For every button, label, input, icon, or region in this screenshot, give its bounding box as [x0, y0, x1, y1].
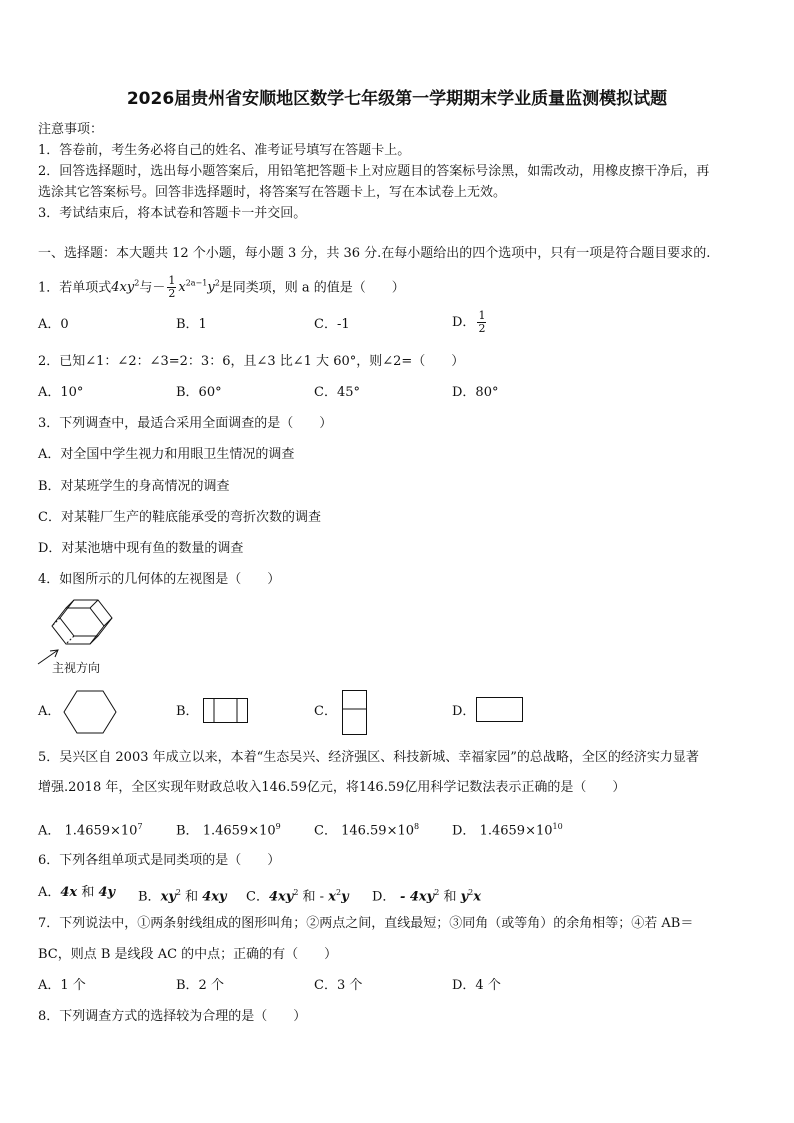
q1-option-a: A．0	[38, 317, 69, 332]
q1-prefix: 1．若单项式	[38, 280, 112, 296]
q6-option-b: B．$xy^2$ 和 4xy	[138, 888, 227, 905]
q4-option-b: B．	[176, 704, 199, 719]
q1-option-c: C．-1	[314, 317, 350, 332]
q5-option-a: A． $1.4659\times 10^7$	[38, 822, 143, 839]
q4-option-d: D．	[452, 704, 476, 719]
question-6: 6．下列各组单项式是同类项的是（ ）	[38, 853, 281, 868]
question-8: 8．下列调查方式的选择较为合理的是（ ）	[38, 1009, 307, 1024]
hexagonal-prism-figure	[36, 596, 126, 666]
q4-option-a: A．	[38, 704, 61, 719]
notice-item: 2．回答选择题时，选出每小题答案后，用铅笔把答题卡上对应题目的答案标号涂黑，如需改动，用橡皮擦干净后，再	[38, 164, 710, 179]
q7-option-c: C．3 个	[314, 978, 363, 993]
question-7-line1: 7．下列说法中，①两条射线组成的图形叫角；②两点之间，直线最短；③同角（或等角）的余角相等；④若 AB＝	[38, 916, 694, 931]
q5-option-d: D． $1.4659\times 10^{10}$	[452, 822, 563, 839]
notice-item: 选涂其它答案标号。回答非选择题时，将答案写在答题卡上，写在本试卷上无效。	[38, 185, 507, 200]
q1-suffix: 是同类项，则 a 的值是（ ）	[219, 280, 405, 296]
q3-option-c: C．对某鞋厂生产的鞋底能承受的弯折次数的调查	[38, 510, 321, 525]
question-2: 2．已知∠1：∠2：∠3=2：3：6，且∠3 比∠1 大 60°，则∠2=（ ）	[38, 354, 465, 369]
option-b-rectangles	[203, 698, 249, 724]
q2-option-c: C．45°	[314, 385, 360, 400]
q7-option-d: D．4 个	[452, 978, 501, 993]
q7-option-a: A．1 个	[38, 978, 86, 993]
q1-fraction: $\frac{1}{2}$	[168, 274, 176, 301]
page-title: 2026届贵州省安顺地区数学七年级第一学期期末学业质量监测模拟试题	[126, 89, 668, 109]
notice-item: 1．答卷前，考生务必将自己的姓名、准考证号填写在答题卡上。	[38, 143, 411, 158]
notice-heading: 注意事项：	[38, 122, 104, 137]
q1-option-b: B．1	[176, 317, 207, 332]
notice-item: 3．考试结束后，将本试卷和答题卡一并交回。	[38, 206, 307, 221]
question-5-line1: 5．吴兴区自 2003 年成立以来，本着“生态吴兴、经济强区、科技新城、幸福家园”的总战略，全区的经济实力显著	[38, 750, 699, 765]
option-a-hexagon	[63, 690, 117, 734]
q5-option-b: B． $1.4659\times 10^9$	[176, 822, 281, 839]
option-d-rectangle	[476, 697, 524, 723]
q1-option-d: D． $\frac{1}{2}$	[452, 309, 486, 335]
question-3: 3．下列调查中，最适合采用全面调查的是（ ）	[38, 416, 333, 431]
q4-option-c: C．	[314, 704, 337, 719]
q2-option-d: D．80°	[452, 385, 499, 400]
q3-option-d: D．对某池塘中现有鱼的数量的调查	[38, 541, 244, 556]
question-7-line2: BC，则点 B 是线段 AC 的中点；正确的有（ ）	[38, 947, 338, 962]
q7-option-b: B．2 个	[176, 978, 224, 993]
section-heading: 一、选择题：本大题共 12 个小题，每小题 3 分，共 36 分.在每小题给出的四个选项中，只有一项是符合题目要求的.	[38, 246, 711, 261]
q2-option-a: A．10°	[38, 385, 84, 400]
q1-term1: $4xy^2$	[111, 279, 140, 296]
question-5-line2: 增强.2018 年，全区实现年财政总收入146.59亿元，将146.59亿用科学记数法表示正确的是（ ）	[38, 780, 626, 795]
option-c-rectangles	[342, 690, 368, 736]
q6-option-d: D． - $4xy^2$ 和 $y^2x$	[372, 888, 482, 905]
q1-term2: $x^{2a-1}y^2$	[178, 279, 220, 296]
q3-option-b: B．对某班学生的身高情况的调查	[38, 479, 230, 494]
view-direction-label: 主视方向	[52, 661, 101, 675]
q3-option-a: A．对全国中学生视力和用眼卫生情况的调查	[38, 447, 295, 462]
question-1	[38, 274, 405, 300]
q2-option-b: B．60°	[176, 385, 222, 400]
question-4: 4．如图所示的几何体的左视图是（ ）	[38, 572, 281, 587]
q1-mid: 与－	[139, 280, 166, 296]
q6-option-c: C．$4xy^2$ 和 - $x^2y$	[246, 888, 349, 905]
q6-option-a: A．4x 和 4y	[38, 885, 116, 900]
q5-option-c: C． $146.59\times 10^8$	[314, 822, 420, 839]
